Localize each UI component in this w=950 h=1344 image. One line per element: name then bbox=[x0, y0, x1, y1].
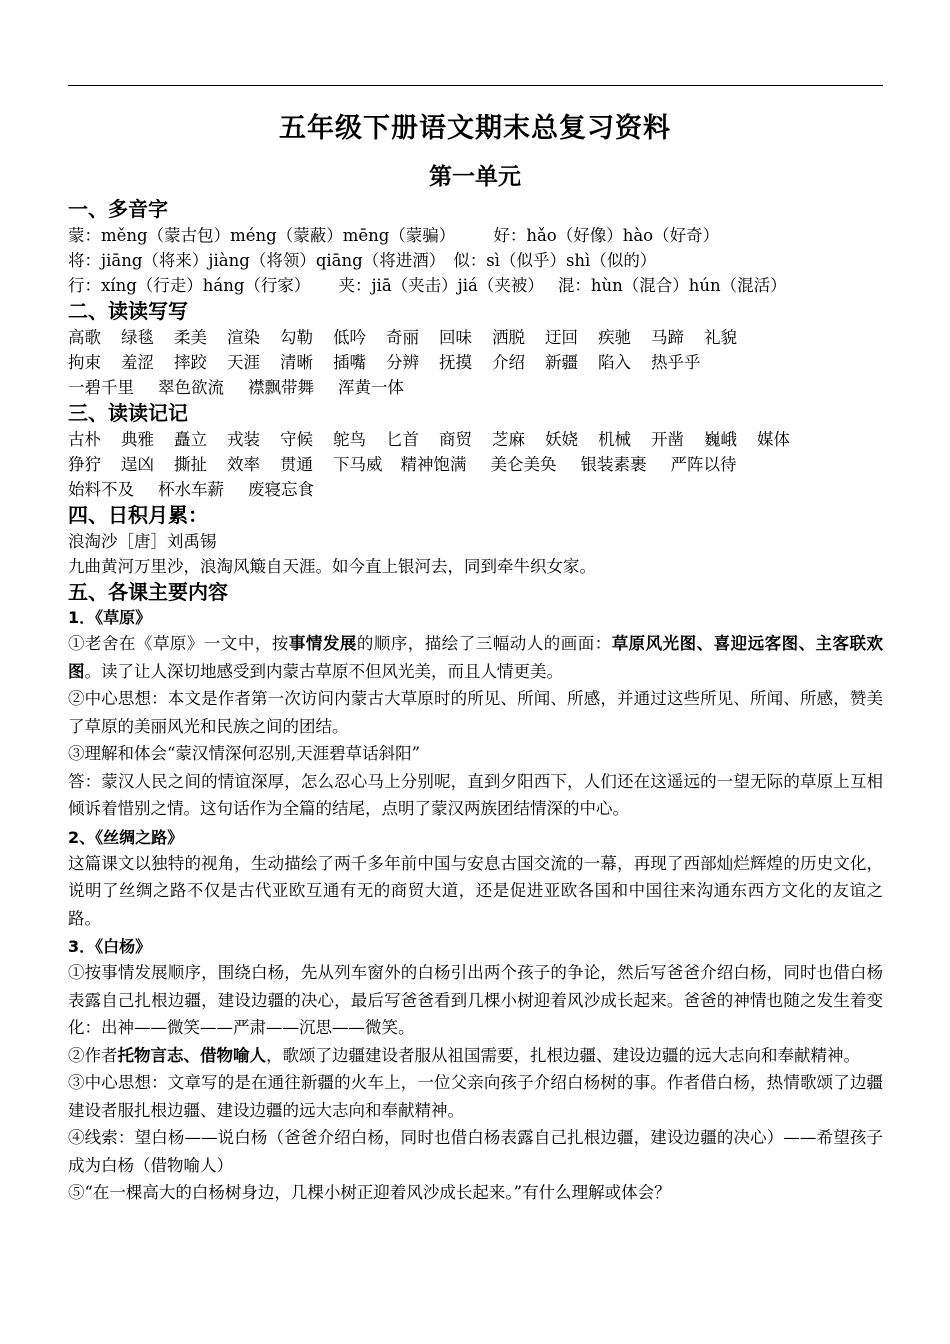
vocab-word: 低吟 bbox=[333, 328, 366, 347]
vocab-word: 清晰 bbox=[280, 353, 313, 372]
polyphone-line: 蒙：měng（蒙古包）méng（蒙蔽）mēng（蒙骗） 好：hǎo（好像）hào（好奇） bbox=[68, 226, 720, 245]
vocab-word: 下马威 bbox=[333, 455, 383, 474]
vocab-word: 严阵以待 bbox=[670, 455, 737, 474]
lesson-title-silk-road: 2、《丝绸之路》 bbox=[68, 827, 184, 847]
vocab-word: 妖娆 bbox=[545, 430, 578, 449]
section-heading-read-write: 二、读读写写 bbox=[68, 299, 188, 323]
lesson-title-grassland: 1．《草原》 bbox=[68, 608, 152, 627]
vocab-word: 介绍 bbox=[492, 353, 525, 372]
lesson-paragraph: ①按事情发展顺序，围绕白杨，先从列车窗外的白杨引出两个孩子的争论，然后写爸爸介绍白杨，同时也借白杨表露自己扎根边疆，建设边疆的决心，最后写爸爸看到几棵小树迎着风沙成长起来。爸爸的神情也随之发生着变化：出神——微笑——严肃——沉思——微笑。 bbox=[68, 963, 883, 1037]
word-row bbox=[68, 350, 883, 375]
vocab-word: 礼貌 bbox=[704, 328, 737, 347]
vocab-word: 巍峨 bbox=[704, 430, 737, 449]
vocab-word: 羞涩 bbox=[121, 353, 154, 372]
vocab-word: 热乎乎 bbox=[651, 353, 701, 372]
vocab-word: 摔跤 bbox=[174, 353, 207, 372]
vocab-word: 守候 bbox=[280, 430, 313, 449]
vocab-word: 效率 bbox=[227, 455, 260, 474]
polyphone-line: 行：xíng（行走）háng（行家） 夹：jiā（夹击）jiá（夹被） 混：hùn（混合）hún（混活） bbox=[68, 276, 787, 295]
section-heading-daily-accumulation: 四、日积月累： bbox=[68, 503, 208, 527]
word-row bbox=[68, 427, 883, 452]
vocab-word: 柔美 bbox=[174, 328, 207, 347]
lesson-paragraph: ③中心思想：文章写的是在通往新疆的火车上，一位父亲向孩子介绍白杨树的事。作者借白杨，热情歌颂了边疆建设者服扎根边疆、建设边疆的远大志向和奉献精神。 bbox=[68, 1073, 883, 1120]
section-heading-read-remember: 三、读读记记 bbox=[68, 401, 188, 425]
vocab-word: 杯水车薪 bbox=[158, 480, 224, 499]
vocab-word: 奇丽 bbox=[386, 328, 419, 347]
vocab-word: 精神饱满 bbox=[400, 455, 467, 474]
vocab-word: 撕扯 bbox=[174, 455, 207, 474]
vocab-word: 插嘴 bbox=[333, 353, 366, 372]
lesson-paragraph: ③理解和体会“蒙汉情深何忍别,天涯碧草话斜阳” bbox=[68, 744, 421, 763]
vocab-word: 戎装 bbox=[227, 430, 260, 449]
vocab-word: 古朴 bbox=[68, 430, 101, 449]
vocab-word: 勾勒 bbox=[280, 328, 313, 347]
vocab-word: 高歌 bbox=[68, 328, 101, 347]
document-title: 五年级下册语文期末总复习资料 bbox=[279, 113, 671, 144]
vocab-word: 绿毯 bbox=[121, 328, 154, 347]
vocab-word: 天涯 bbox=[227, 353, 260, 372]
document-body bbox=[68, 196, 883, 1207]
lesson-paragraph: ⑤“在一棵高大的白杨树身边，几棵小树正迎着风沙成长起来。”有什么理解或体会？ bbox=[68, 1183, 671, 1202]
vocab-word: 洒脱 bbox=[492, 328, 525, 347]
vocab-word: 芝麻 bbox=[492, 430, 525, 449]
vocab-word: 翠色欲流 bbox=[158, 378, 224, 397]
lesson-paragraph: ②作者托物言志、借物喻人，歌颂了边疆建设者服从祖国需要，扎根边疆、建设边疆的远大志向和奉献精神。 bbox=[68, 1045, 860, 1065]
lesson-paragraph: ①老舍在《草原》一文中，按事情发展的顺序，描绘了三幅动人的画面：草原风光图、喜迎远客图、主客联欢图。读了让人深切地感受到内蒙古草原不但风光美，而且人情更美。 bbox=[68, 634, 884, 681]
vocab-word: 贯通 bbox=[280, 455, 313, 474]
vocab-word: 鸵鸟 bbox=[333, 430, 366, 449]
vocab-word: 分辨 bbox=[386, 353, 419, 372]
poem-title: 浪淘沙［唐］刘禹锡 bbox=[68, 532, 217, 551]
lesson-title-white-poplar: 3．《白杨》 bbox=[68, 937, 152, 956]
word-row bbox=[68, 452, 883, 477]
vocab-word: 机械 bbox=[598, 430, 631, 449]
vocab-word: 迂回 bbox=[545, 328, 578, 347]
vocab-word: 狰狞 bbox=[68, 455, 101, 474]
vocab-word: 拘束 bbox=[68, 353, 101, 372]
vocab-word: 一碧千里 bbox=[68, 378, 134, 397]
vocab-word: 逞凶 bbox=[121, 455, 154, 474]
section-heading-polyphones: 一、多音字 bbox=[68, 197, 168, 221]
vocab-word: 回味 bbox=[439, 328, 472, 347]
vocab-word: 新疆 bbox=[545, 353, 578, 372]
vocab-word: 美仑美奂 bbox=[490, 455, 557, 474]
word-row bbox=[68, 375, 883, 400]
vocab-word: 媒体 bbox=[757, 430, 790, 449]
vocab-word: 疾驰 bbox=[598, 328, 631, 347]
vocab-word: 襟飘带舞 bbox=[248, 378, 314, 397]
lesson-paragraph: 这篇课文以独特的视角，生动描绘了两千多年前中国与安息古国交流的一幕，再现了西部灿烂辉煌的历史文化，说明了丝绸之路不仅是古代亚欧互通有无的商贸大道，还是促进亚欧各国和中国往来沟通东西方文化的友谊之路。 bbox=[68, 853, 883, 928]
polyphone-line: 将：jiāng（将来）jiàng（将领）qiāng（将进酒） 似：sì（似乎）shì（似的） bbox=[68, 251, 657, 270]
vocab-word: 始料不及 bbox=[68, 480, 134, 499]
lesson-paragraph: ④线索：望白杨——说白杨（爸爸介绍白杨，同时也借白杨表露自己扎根边疆，建设边疆的决心）——希望孩子成为白杨（借物喻人） bbox=[68, 1128, 883, 1175]
poem-text: 九曲黄河万里沙，浪淘风簸自天涯。如今直上银河去，同到牵牛织女家。 bbox=[68, 557, 596, 576]
vocab-word: 陷入 bbox=[598, 353, 631, 372]
vocab-word: 开凿 bbox=[651, 430, 684, 449]
vocab-word: 商贸 bbox=[439, 430, 472, 449]
lesson-paragraph: ②中心思想：本文是作者第一次访问内蒙古大草原时的所见、所闻、所感，并通过这些所见、所闻、所感，赞美了草原的美丽风光和民族之间的团结。 bbox=[68, 689, 883, 736]
vocab-word: 浑黄一体 bbox=[338, 378, 404, 397]
vocab-word: 典雅 bbox=[121, 430, 154, 449]
top-rule bbox=[68, 85, 883, 86]
unit-title: 第一单元 bbox=[429, 163, 521, 190]
vocab-word: 银装素裹 bbox=[580, 455, 647, 474]
word-row bbox=[68, 325, 883, 350]
vocab-word: 废寝忘食 bbox=[248, 480, 314, 499]
vocab-word: 抚摸 bbox=[439, 353, 472, 372]
vocab-word: 匕首 bbox=[386, 430, 419, 449]
vocab-word: 马蹄 bbox=[651, 328, 684, 347]
word-row bbox=[68, 477, 883, 502]
vocab-word: 渲染 bbox=[227, 328, 260, 347]
section-heading-lesson-content: 五、各课主要内容 bbox=[68, 580, 228, 604]
vocab-word: 矗立 bbox=[174, 430, 207, 449]
lesson-paragraph: 答：蒙汉人民之间的情谊深厚，怎么忍心马上分别呢，直到夕阳西下，人们还在这遥远的一望无际的草原上互相倾诉着惜别之情。这句话作为全篇的结尾，点明了蒙汉两族团结情深的中心。 bbox=[68, 771, 883, 818]
